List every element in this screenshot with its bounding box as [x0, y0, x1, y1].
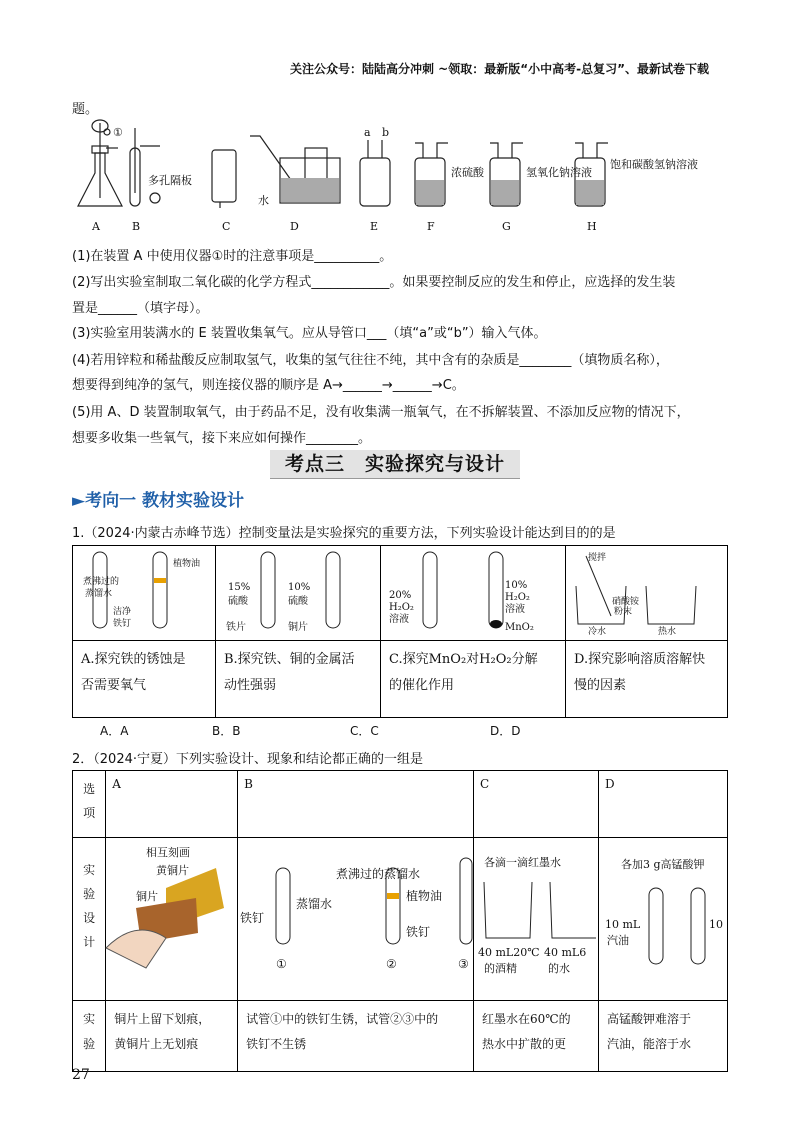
q2-table	[72, 770, 728, 1072]
svg-text:20%: 20%	[389, 590, 412, 601]
svg-text:黄铜片: 黄铜片	[156, 864, 190, 877]
question-4a: (4)若用锌粒和稀盐酸反应制取氢气，收集的氢气往往不纯，其中含有的杂质是________（填物质名称），	[72, 353, 669, 368]
svg-text:硝酸铵: 硝酸铵	[612, 597, 640, 607]
q1-table	[72, 545, 728, 718]
direction-title: ►考向一 教材实验设计	[72, 491, 244, 511]
svg-text:热水: 热水	[658, 627, 677, 637]
f-label: 浓硫酸	[451, 166, 484, 179]
q1-stem: 1.（2024·内蒙古赤峰节选）控制变量法是实验探究的重要方法，下列实验设计能达到目的的是	[72, 526, 616, 541]
svg-text:硫酸: 硫酸	[228, 596, 248, 607]
svg-text:15%: 15%	[228, 582, 251, 593]
g-label: 氢氧化钠溶液	[526, 166, 592, 179]
label-h: H	[587, 220, 597, 233]
svg-text:各加3 g高锰酸钾: 各加3 g高锰酸钾	[621, 858, 705, 871]
section-title: 考点三 实验探究与设计	[284, 453, 505, 475]
q1-cell-c: C.探究MnO₂对H₂O₂分解 的催化作用	[381, 641, 566, 718]
svg-text:②: ②	[386, 957, 397, 971]
svg-text:H₂O₂: H₂O₂	[505, 592, 530, 603]
svg-text:铜片: 铜片	[136, 890, 159, 903]
svg-text:40 mL6: 40 mL6	[543, 946, 587, 959]
q2-result-d: 高锰酸钾难溶于 汽油，能溶于水	[599, 1001, 728, 1072]
svg-text:搅拌: 搅拌	[588, 553, 607, 563]
q1-fig-c	[381, 546, 566, 641]
q1-fig-d	[566, 546, 728, 641]
q2-head-side: 选 项	[73, 771, 106, 838]
apparatus-figure	[70, 118, 698, 236]
q1-cell-d: D.探究影响溶质溶解快 慢的因素	[566, 641, 728, 718]
svg-text:10 mL: 10 mL	[605, 918, 641, 931]
svg-text:冷水: 冷水	[588, 627, 607, 637]
q1-option-a[interactable]: A．A	[100, 724, 129, 738]
svg-text:10%: 10%	[288, 582, 311, 593]
label-c: C	[222, 220, 231, 233]
svg-text:粉末: 粉末	[614, 607, 633, 617]
svg-text:煮沸过的蒸馏水: 煮沸过的蒸馏水	[336, 867, 421, 881]
svg-text:的水: 的水	[547, 962, 570, 975]
svg-text:蒸馏水: 蒸馏水	[85, 589, 113, 599]
question-4b: 想要得到纯净的氢气，则连接仪器的顺序是 A→______→______→C。	[72, 378, 465, 393]
page-header: 关注公众号：陆陆高分冲刺 ~领取：最新版“小中高考-总复习”、最新试卷下载	[290, 62, 709, 76]
label-g: G	[502, 220, 511, 233]
port-b: b	[382, 126, 390, 139]
svg-text:铁钉: 铁钉	[240, 911, 265, 925]
question-1: (1)在装置 A 中使用仪器①时的注意事项是__________。	[72, 249, 393, 264]
svg-text:H₂O₂: H₂O₂	[389, 602, 414, 613]
svg-text:各滴一滴红墨水: 各滴一滴红墨水	[483, 856, 561, 869]
page-number: 27	[72, 1067, 90, 1083]
svg-text:硫酸: 硫酸	[288, 596, 308, 607]
label-e: E	[370, 220, 379, 233]
q2-result-a: 铜片上留下划痕， 黄铜片上无划痕	[106, 1001, 238, 1072]
svg-text:铁钉: 铁钉	[113, 619, 132, 629]
q2-head-a: A	[106, 771, 238, 838]
label-f: F	[427, 220, 435, 233]
svg-text:溶液: 溶液	[389, 614, 409, 625]
svg-text:40 mL20℃: 40 mL20℃	[477, 946, 540, 959]
q2-result-side: 实 验	[73, 1001, 106, 1072]
q2-head-b: B	[238, 771, 474, 838]
q1-option-d[interactable]: D．D	[490, 724, 521, 738]
svg-text:相互刻画: 相互刻画	[146, 846, 191, 859]
svg-text:铁钉: 铁钉	[406, 925, 431, 939]
q2-result-b: 试管①中的铁钉生锈，试管②③中的 铁钉不生锈	[238, 1001, 474, 1072]
q1-cell-b: B.探究铁、铜的金属活 动性强弱	[216, 641, 381, 718]
q2-design-side: 实 验 设 计	[73, 838, 106, 1001]
svg-text:煮沸过的: 煮沸过的	[83, 577, 120, 587]
svg-text:10%: 10%	[505, 580, 528, 591]
q2-fig-d	[599, 838, 728, 1001]
label-a: A	[92, 220, 100, 233]
q2-fig-b	[238, 838, 474, 1001]
port-a: a	[364, 126, 371, 139]
q2-fig-a	[106, 838, 238, 1001]
svg-text:洁净: 洁净	[113, 607, 132, 617]
svg-text:植物油: 植物油	[406, 889, 443, 903]
svg-text:铁片: 铁片	[226, 622, 246, 633]
question-2a: (2)写出实验室制取二氧化碳的化学方程式____________。如果要控制反应的发生和停止，应选择的发生装	[72, 275, 676, 290]
question-5a: (5)用 A、D 装置制取氧气，由于药品不足，没有收集满一瓶氧气，在不拆解装置、不添加反应物的情况下，	[72, 405, 690, 420]
q2-stem: 2．（2024·宁夏）下列实验设计、现象和结论都正确的一组是	[72, 752, 423, 767]
label-d: D	[290, 220, 299, 233]
water-label: 水	[258, 194, 269, 207]
q1-fig-b	[216, 546, 381, 641]
svg-text:MnO₂: MnO₂	[505, 622, 534, 633]
q1-cell-a: A.探究铁的锈蚀是 否需要氧气	[73, 641, 216, 718]
question-5b: 想要多收集一些氧气，接下来应如何操作________。	[72, 431, 372, 446]
svg-text:①: ①	[276, 957, 287, 971]
svg-text:10: 10	[709, 918, 723, 931]
svg-text:铜片: 铜片	[288, 622, 308, 633]
q2-fig-c	[473, 838, 598, 1001]
q1-option-b[interactable]: B．B	[212, 724, 241, 738]
svg-text:蒸馏水: 蒸馏水	[296, 897, 333, 911]
svg-text:汽油: 汽油	[607, 934, 629, 947]
svg-text:植物油: 植物油	[173, 559, 201, 569]
h-label: 饱和碳酸氢钠溶液	[610, 158, 698, 171]
q1-option-c[interactable]: C．C	[350, 724, 379, 738]
section-banner	[270, 450, 520, 479]
svg-text:③: ③	[458, 957, 469, 971]
porous-plate-label: 多孔隔板	[148, 174, 192, 187]
question-3: (3)实验室用装满水的 E 装置收集氧气。应从导管口___（填“a”或“b”）输入气体。	[72, 326, 547, 341]
q1-fig-a	[73, 546, 216, 641]
svg-text:的酒精: 的酒精	[483, 962, 517, 975]
q2-result-c: 红墨水在60℃的 热水中扩散的更	[473, 1001, 598, 1072]
intro-tail: 题。	[72, 102, 99, 117]
q2-head-d: D	[599, 771, 728, 838]
svg-text:溶液: 溶液	[505, 604, 525, 615]
question-2b: 置是______（填字母）。	[72, 301, 209, 316]
q2-head-c: C	[473, 771, 598, 838]
circle-one: ①	[113, 126, 123, 139]
label-b: B	[132, 220, 141, 233]
